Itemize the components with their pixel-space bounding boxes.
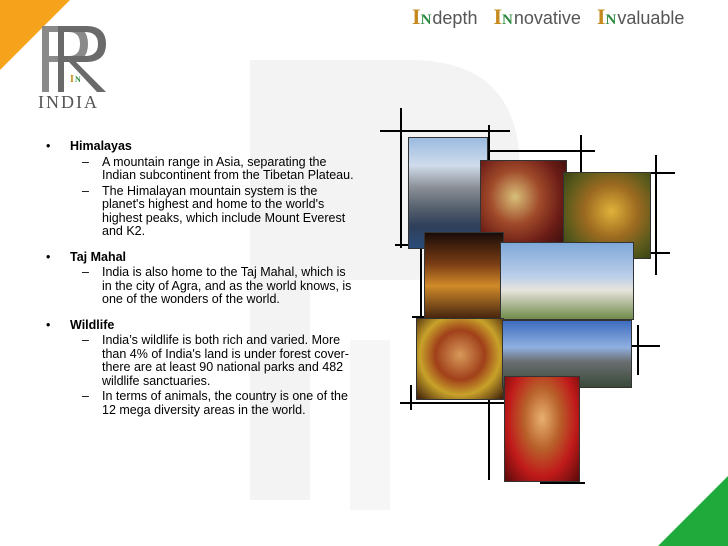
sub-bullet-text: India is also home to the Taj Mahal, which is in the city of Agra, and as the world knows, is one of the wonders of the world. <box>102 265 352 306</box>
bullet-heading: Taj Mahal <box>70 249 127 264</box>
frame-line <box>410 385 412 410</box>
dash-marker: – <box>82 333 89 347</box>
frame-line <box>637 325 639 375</box>
bullet-heading: Himalayas <box>70 139 132 153</box>
dash-marker: – <box>82 154 89 169</box>
sub-bullet-text: India’s wildlife is both rich and varied. More than 4% of India's land is under forest cover- there are at least 90 national parks and 482 wildlife sanctuaries. <box>102 333 349 388</box>
dash-marker: – <box>82 183 89 198</box>
photo-bride <box>504 376 580 482</box>
tagline-initial-n: N <box>420 12 432 28</box>
photo-woman <box>416 318 504 400</box>
bullet-heading: Wildlife <box>70 317 115 332</box>
sub-bullet-text: A mountain range in Asia, separating the Indian subcontinent from the Tibetan Plateau. <box>102 154 354 182</box>
frame-line <box>400 402 510 404</box>
frame-line <box>540 482 585 484</box>
sub-bullet-text: The Himalayan mountain system is the planet's highest and home to the world's highest peaks, which include Mount Everest and K2. <box>102 183 346 238</box>
dash-marker: – <box>82 389 89 403</box>
tagline-word: depth <box>432 8 478 28</box>
bullet-marker: • <box>46 317 51 332</box>
tagline-initial: I <box>596 4 606 29</box>
photo-temple <box>424 232 504 322</box>
tagline-initial: I <box>493 4 503 29</box>
tagline-word: novative <box>513 8 581 28</box>
tagline-initial: I <box>412 4 421 29</box>
tagline-initial-n: N <box>502 12 513 28</box>
logo-caption: INDIA <box>38 92 99 112</box>
svg-text:I: I <box>70 74 74 85</box>
frame-line <box>400 108 402 248</box>
tagline-initial-n: N <box>605 12 617 28</box>
frame-line <box>630 345 660 347</box>
sub-bullet-text: In terms of animals, the country is one of the 12 mega diversity areas in the world. <box>102 389 348 417</box>
dash-marker: – <box>82 265 89 279</box>
svg-text:N: N <box>75 75 81 84</box>
tagline-word: valuable <box>617 8 685 28</box>
bullet-marker: • <box>46 139 51 153</box>
frame-line <box>655 155 657 275</box>
bullet-marker: • <box>46 249 51 264</box>
photo-taj-mahal <box>500 242 634 320</box>
